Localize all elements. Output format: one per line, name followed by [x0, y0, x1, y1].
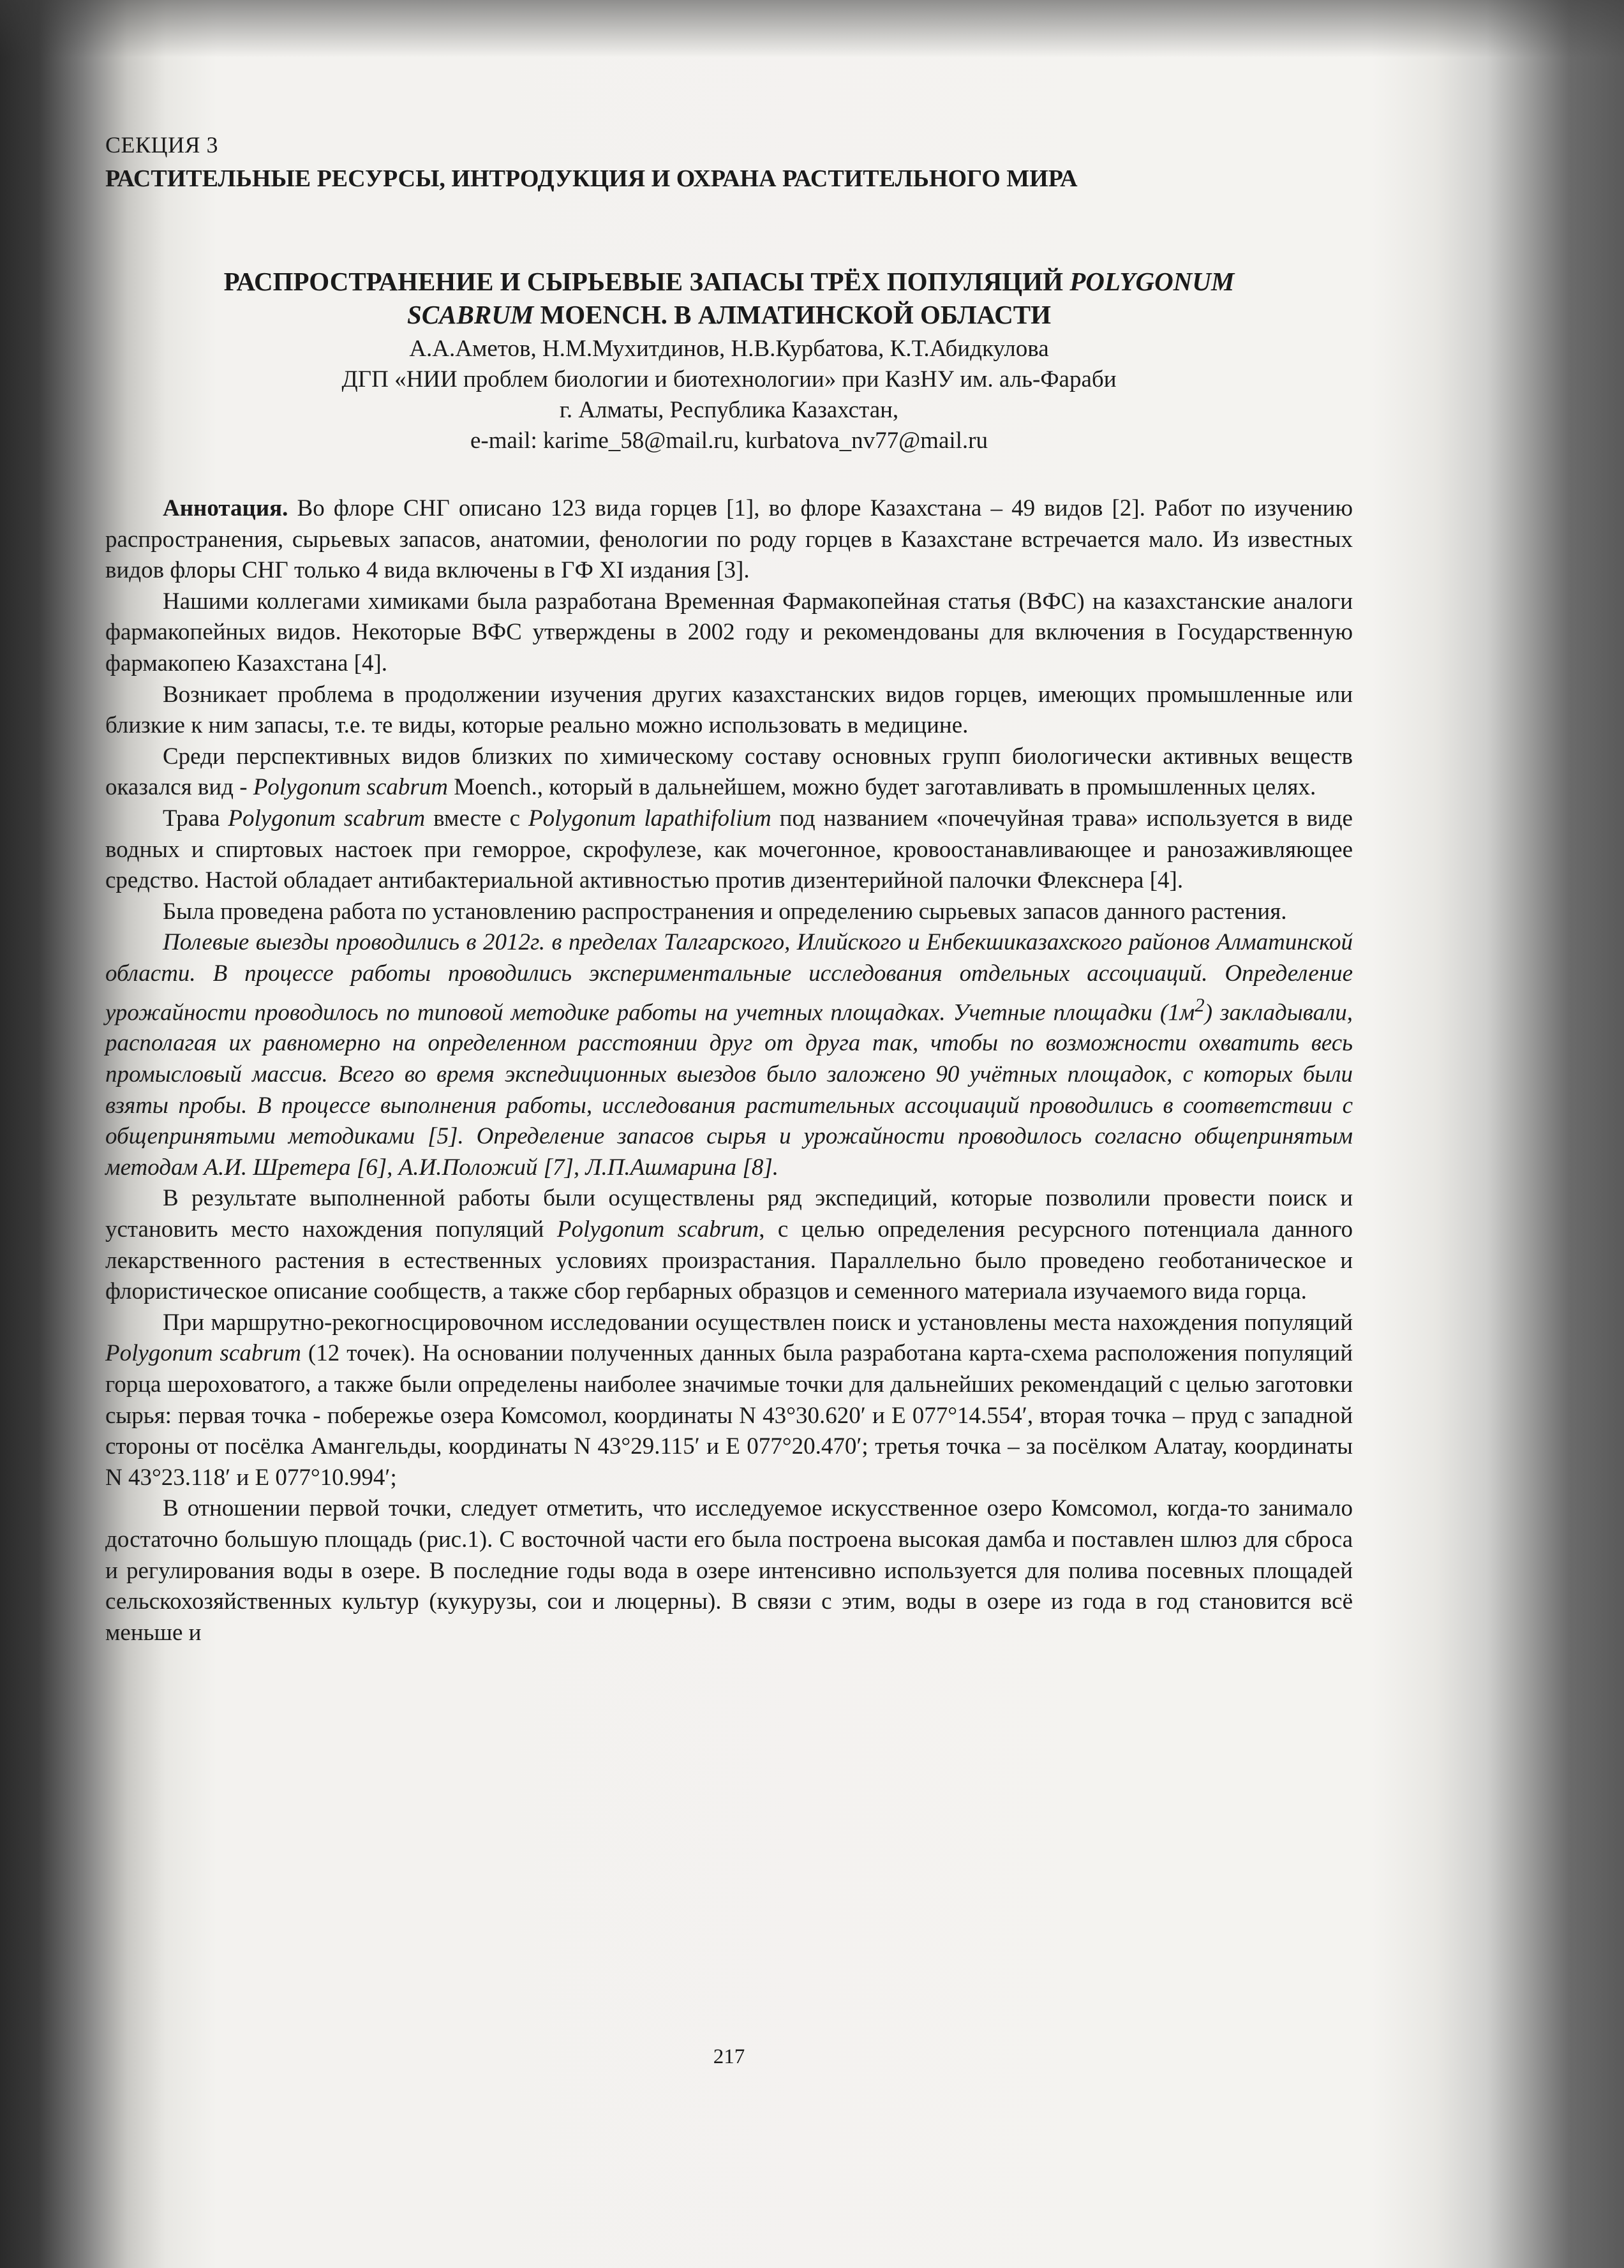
species-name: Polygonum scabrum — [105, 1340, 301, 1367]
paragraph-text: В результате выполненной работы были осуществлены ряд экспедиций, которые позволили провести поиск и установить место нахождения популяций — [105, 1185, 1353, 1242]
paragraph-text: Среди перспективных видов близких по химическому составу основных групп биологически активных веществ оказался вид - — [105, 743, 1353, 801]
email: e-mail: karime_58@mail.ru, kurbatova_nv77@mail.ru — [470, 428, 988, 454]
title-part: РАСПРОСТРАНЕНИЕ И СЫРЬЕВЫЕ ЗАПАСЫ ТРЁХ ПОПУЛЯЦИЙ — [223, 267, 1070, 296]
section-label: СЕКЦИЯ 3 — [105, 132, 219, 158]
title-part: MOENCH. В АЛМАТИНСКОЙ ОБЛАСТИ — [533, 300, 1051, 329]
institution: ДГП «НИИ проблем биологии и биотехнологии» при КазНУ им. аль-Фараби — [341, 366, 1117, 392]
paragraph — [105, 1183, 1353, 1307]
paragraph: Была проведена работа по установлению распространения и определению сырьевых запасов данного растения. — [163, 898, 1287, 925]
paragraph-text: под названием «почечуйная трава» используется в виде водных и спиртовых настоек при геморрое, скрофулезе, как мочегонное, кровоостанавливающее и ранозаживляющее средство. Настой обладает антибактериальной активностью против дизентерийной палочки Флекснера [4]. — [105, 805, 1353, 894]
paragraph-text: Трава — [163, 805, 228, 832]
article-title — [105, 265, 1353, 331]
paragraph-text: Во флоре СНГ описано 123 вида горцев [1], во флоре Казахстана – 49 видов [2]. Работ по изучению распространения, сырьевых запасов, анатомии, фенологии по роду горцев в Казахстане встречается мало. Из известных видов флоры СНГ только 4 вида включены в ГФ XI издания [3]. — [105, 495, 1353, 584]
paragraph: Нашими коллегами химиками была разработана Временная Фармакопейная статья (ВФС) на казахстанские аналоги фармакопейных видов. Некоторые ВФС утверждены в 2002 году и рекомендованы для включения в Государственную фармакопею Казахстана [4]. — [105, 588, 1353, 676]
abstract-label: Аннотация. — [163, 495, 288, 521]
paragraph: Возникает проблема в продолжении изучения других казахстанских видов горцев, имеющих промышленные или близкие к ним запасы, т.е. те виды, которые реально можно использовать в медицине. — [105, 681, 1353, 739]
title-species-genus: POLYGONUM — [1069, 267, 1235, 296]
paragraph — [105, 742, 1353, 803]
paragraph-abstract — [105, 493, 1353, 586]
paragraph-text: При маршрутно-рекогносцировочном исследовании осуществлен поиск и установлены места нахождения популяций — [163, 1309, 1353, 1336]
title-species-epithet: SCABRUM — [407, 300, 534, 329]
page-content — [105, 131, 1353, 2160]
paragraph: В отношении первой точки, следует отметить, что исследуемое искусственное озеро Комсомол, когда-то занимало достаточно большую площадь (рис.1). С восточной части его была построена высокая дамба и поставлен шлюз для сброса и регулирования воды в озере. В последние годы вода в озере интенсивно используется для полива посевных площадей сельскохозяйственных культур (кукурузы, сои и люцерны). В связи с этим, воды в озере из года в год становится всё меньше и — [105, 1495, 1353, 1646]
scan-shadow — [0, 0, 1624, 57]
paragraph-methods — [105, 927, 1353, 1183]
paragraph-text: Moench., который в дальнейшем, можно будет заготавливать в промышленных целях. — [448, 774, 1316, 801]
paragraph — [105, 803, 1353, 897]
authors: А.А.Аметов, Н.М.Мухитдинов, Н.В.Курбатова, К.Т.Абидкулова — [409, 336, 1049, 362]
paragraph-text: Полевые выезды проводились в 2012г. в пределах Талгарского, Илийского и Енбекшиказахского районов Алматинской области. В процессе работы проводились экспериментальные исследования отдельных ассоциаций. Определение урожайности проводилось по типовой методике работы на учетных площадках. Учетные площадки (1м — [105, 929, 1353, 1026]
paragraph-text: (12 точек). На основании полученных данных была разработана карта-схема расположения популяций горца шероховатого, а также были определены наиболее значимые точки для дальнейших рекомендаций с целью заготовки сырья: первая точка - побережье озера Комсомол, координаты N 43°30.620′ и E 077°14.554′, вторая точка – пруд с западной стороны от посёлка Амангельды, координаты N 43°29.115′ и E 077°20.470′; третья точка – за посёлком Алатау, координаты N 43°23.118′ и E 077°10.994′; — [105, 1340, 1353, 1491]
article-body — [105, 493, 1353, 1648]
city: г. Алматы, Республика Казахстан, — [559, 397, 899, 423]
paragraph — [105, 1308, 1353, 1494]
paragraph-text: ) закладывали, располагая их равномерно на определенном расстоянии друг от друга так, чтобы по возможности охватить весь промысловый массив. Всего во время экспедиционных выездов было заложено 90 учётных площадок, с которых были взяты пробы. В процессе выполнения работы, исследования растительных ассоциаций проводились в соответствии с общепринятыми методиками [5]. Определение запасов сырья и урожайности проводилось согласно общепринятым методам А.И. Шретера [6], А.И.Положий [7], Л.П.Ашмарина [8]. — [105, 999, 1353, 1181]
section-title: РАСТИТЕЛЬНЫЕ РЕСУРСЫ, ИНТРОДУКЦИЯ И ОХРАНА РАСТИТЕЛЬНОГО МИРА — [105, 165, 1078, 192]
superscript: 2 — [1195, 994, 1205, 1016]
species-name: Polygonum lapathifolium — [528, 805, 771, 832]
page-number: 217 — [713, 2045, 745, 2068]
paragraph-text: , с целью определения ресурсного потенциала данного лекарственного растения в естественных условиях произрастания. Параллельно было проведено геоботаническое и флористическое описание сообществ, а также сбор гербарных образцов и семенного материала изучаемого вида горца. — [105, 1216, 1353, 1305]
species-name: Polygonum scabrum — [228, 805, 426, 832]
paragraph-text: вместе с — [425, 805, 528, 832]
species-name: Polygonum scabrum — [253, 774, 448, 801]
species-name: Polygonum scabrum — [556, 1216, 759, 1242]
